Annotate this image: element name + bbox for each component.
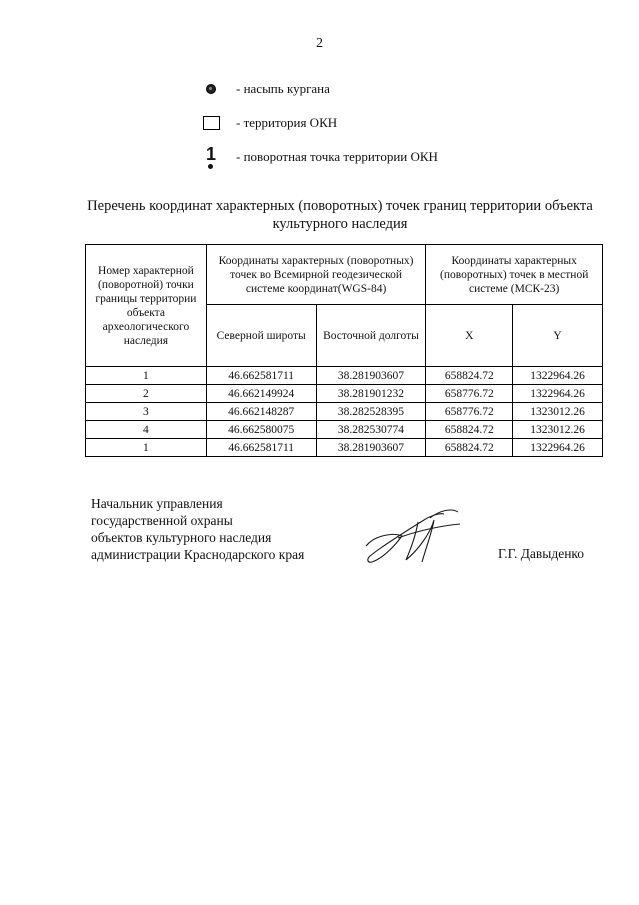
table-row [86,385,603,403]
page-number: 2 [316,36,323,51]
cell-x: 658776.72 [426,403,513,421]
cell-point: 1 [86,439,207,457]
cell-point: 3 [86,403,207,421]
signatory-line: администрации Краснодарского края [91,547,305,562]
signatory-line: государственной охраны [91,513,233,528]
cell-y: 1323012.26 [513,421,603,439]
signatory-line: объектов культурного наследия [91,530,272,545]
cell-point: 2 [86,385,207,403]
cell-y: 1322964.26 [513,385,603,403]
cell-east: 38.281903607 [316,439,426,457]
cell-x: 658824.72 [426,421,513,439]
legend-mound-label: - насыпь кургана [236,81,330,96]
cell-east: 38.281901232 [316,385,426,403]
cell-north: 46.662148287 [206,403,316,421]
territory-square-icon [203,116,220,130]
cell-x: 658776.72 [426,385,513,403]
cell-y: 1323012.26 [513,403,603,421]
cell-north: 46.662581711 [206,439,316,457]
subheader-y: Y [513,305,603,367]
turn-point-number: 1 [205,144,216,164]
legend-territory [198,113,337,133]
cell-north: 46.662581711 [206,367,316,385]
header-wgs84: Координаты характерных (поворотных) точек во Всемирной геодезической системе координат(WGS-84) [206,245,426,305]
table-row [86,421,603,439]
table-header-row [86,245,603,305]
subheader-x: X [426,305,513,367]
cell-east: 38.282528395 [316,403,426,421]
table-row [86,403,603,421]
subheader-east: Восточной долготы [316,305,426,367]
header-msk23: Координаты характерных (поворотных) точек в местной системе (МСК-23) [426,245,603,305]
cell-north: 46.662580075 [206,421,316,439]
cell-y: 1322964.26 [513,367,603,385]
cell-x: 658824.72 [426,367,513,385]
legend-turn-point-label: - поворотная точка территории ОКН [236,149,438,164]
cell-east: 38.281903607 [316,367,426,385]
coordinates-table [85,244,603,457]
header-point-number: Номер характерной (поворотной) точки границы территории объекта археологического наследия [86,245,207,367]
document-title: Перечень координат характерных (поворотных) точек границ территории объекта культурного наследия [87,198,593,232]
cell-point: 1 [86,367,207,385]
cell-x: 658824.72 [426,439,513,457]
cell-y: 1322964.26 [513,439,603,457]
turn-point-icon [206,145,216,169]
legend-territory-label: - территория ОКН [236,115,338,130]
signatory-block [91,495,304,563]
cell-east: 38.282530774 [316,421,426,439]
handwritten-signature [360,506,465,568]
signer-name: Г.Г. Давыденко [498,546,585,561]
signatory-line: Начальник управления [91,496,223,511]
cell-north: 46.662149924 [206,385,316,403]
subheader-north: Северной широты [206,305,316,367]
table-row [86,439,603,457]
legend-turn-point [198,143,438,171]
table-row [86,367,603,385]
mound-icon [206,84,216,94]
legend-mound [198,79,330,99]
cell-point: 4 [86,421,207,439]
